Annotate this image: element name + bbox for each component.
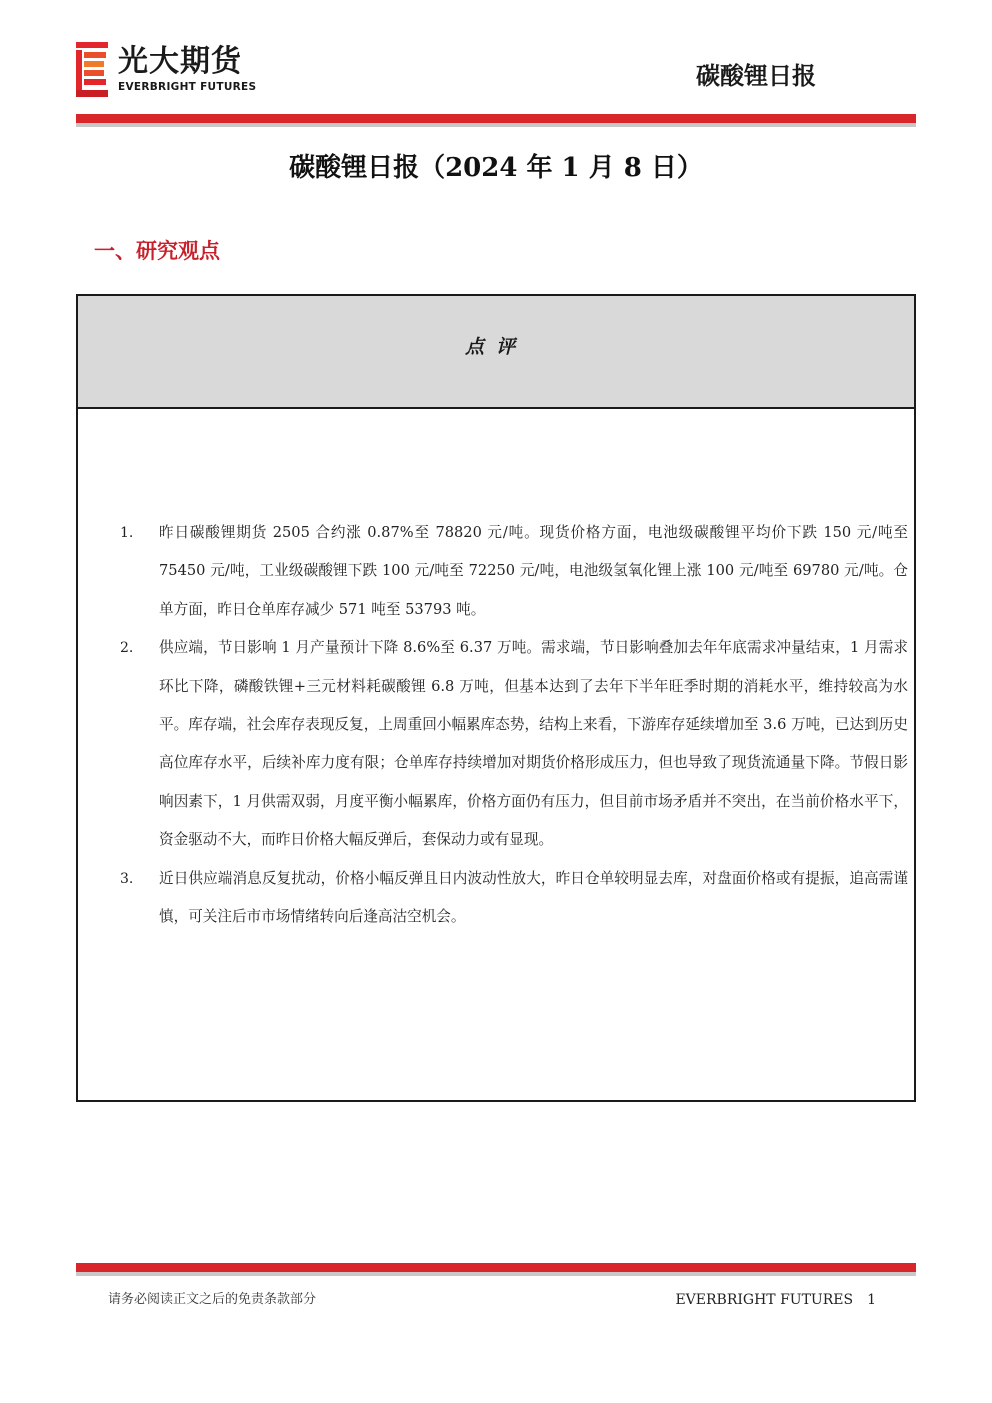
header-divider xyxy=(76,114,916,127)
page-number: 1 xyxy=(867,1292,876,1308)
list-item xyxy=(78,629,914,859)
everbright-logo-icon xyxy=(76,42,108,98)
disclaimer-note: 请务必阅读正文之后的免责条款部分 xyxy=(108,1292,317,1307)
list-item xyxy=(78,860,914,937)
panel-header xyxy=(78,296,914,409)
commentary-panel xyxy=(76,294,916,1102)
panel-header-label: 点评 xyxy=(464,336,527,358)
logo-chinese-name: 光大期货 xyxy=(118,44,242,79)
list-item-number: 1. xyxy=(120,525,134,541)
company-logo xyxy=(76,42,286,100)
list-item-number: 3. xyxy=(120,870,134,887)
footer-brand-name: EVERBRIGHT FUTURES xyxy=(675,1292,854,1308)
list-item-text: 昨日碳酸锂期货 2505 合约涨 0.87%至 78820 元/吨。现货价格方面，电池级碳酸锂平均价下跌 150 元/吨至 75450 元/吨，工业级碳酸锂下跌 100 元/吨至 72250 元/吨，电池级氢氧化锂上涨 100 元/吨至 69780 元/吨。仓单方面，昨日仓单库存减少 571 吨至 53793 吨。 xyxy=(159,524,908,618)
footer-brand xyxy=(675,1290,876,1310)
list-item-number: 2. xyxy=(120,640,134,657)
logo-english-name: EVERBRIGHT FUTURES xyxy=(118,81,257,93)
list-item-text: 近日供应端消息反复扰动，价格小幅反弹且日内波动性放大，昨日仓单较明显去库，对盘面价格或有提振，追高需谨慎，可关注后市市场情绪转向后逢高沽空机会。 xyxy=(159,869,908,926)
document-title: 碳酸锂日报（2024 年 1 月 8 日） xyxy=(289,153,703,183)
report-type-label: 碳酸锂日报 xyxy=(696,62,816,90)
commentary-list xyxy=(78,514,914,936)
section-heading: 一、研究观点 xyxy=(94,239,220,263)
list-item xyxy=(78,514,914,629)
footer-divider xyxy=(76,1263,916,1277)
list-item-text: 供应端，节日影响 1 月产量预计下降 8.6%至 6.37 万吨。需求端，节日影响叠加去年年底需求冲量结束，1 月需求环比下降，磷酸铁锂+三元材料耗碳酸锂 6.8 万吨，但基本达到了去年下半年旺季时期的消耗水平，维持较高为水平。库存端，社会库存表现反复，上周重回小幅累库态势，结构上来看，下游库存延续增加至 3.6 万吨，已达到历史高位库存水平，后续补库力度有限；仓单库存持续增加对期货价格形成压力，但也导致了现货流通量下降。节假日影响因素下，1 月供需双弱，月度平衡小幅累库，价格方面仍有压力，但目前市场矛盾并不突出，在当前价格水平下，资金驱动不大，而昨日价格大幅反弹后，套保动力或有显现。 xyxy=(159,639,908,849)
